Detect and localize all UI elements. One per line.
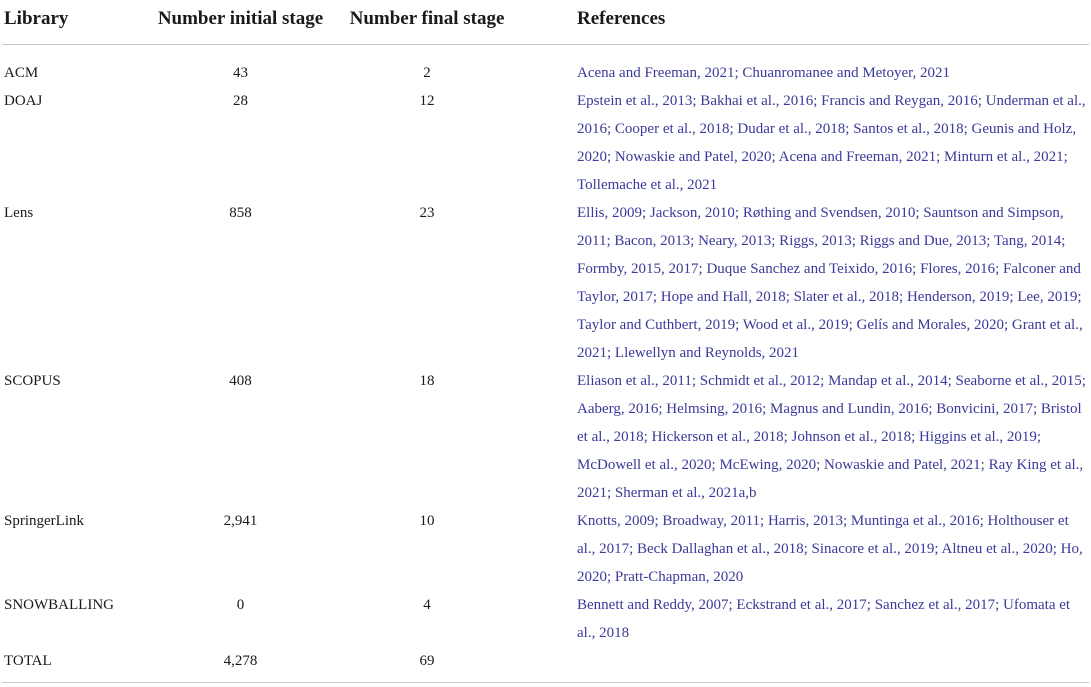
header-final-stage: Number final stage bbox=[337, 0, 577, 45]
cell-final: 69 bbox=[419, 653, 435, 669]
cell-library: DOAJ bbox=[4, 93, 43, 109]
library-references-table bbox=[2, 0, 1089, 687]
header-row bbox=[2, 0, 1089, 45]
cell-final: 23 bbox=[419, 205, 435, 221]
cell-initial: 408 bbox=[229, 373, 252, 389]
table-row-scopus bbox=[2, 367, 1089, 507]
table-row-doaj bbox=[2, 87, 1089, 199]
table-header bbox=[2, 0, 1089, 59]
table-row-springerlink bbox=[2, 507, 1089, 591]
cell-library: SCOPUS bbox=[4, 373, 61, 389]
cell-initial: 43 bbox=[233, 65, 248, 81]
header-initial-stage: Number initial stage bbox=[152, 0, 337, 45]
cell-references[interactable]: Epstein et al., 2013; Bakhai et al., 2016; Francis and Reygan, 2016; Underman et al., 2016; Cooper et al., 2018; Dudar et al., 2018; Santos et al., 2018; Geunis and Holz, 2020; Nowaskie and Patel, 2020; Acena and Freeman, 2021; Minturn et al., 2021; Tollemache et al., 2021 bbox=[577, 93, 1086, 193]
literature-table-container bbox=[2, 0, 1089, 686]
cell-references[interactable]: Knotts, 2009; Broadway, 2011; Harris, 2013; Muntinga et al., 2016; Holthouser et al., 2017; Beck Dallaghan et al., 2018; Sinacore et al., 2019; Altneu et al., 2020; Ho, 2020; Pratt-Chapman, 2020 bbox=[577, 513, 1083, 585]
cell-references[interactable]: Acena and Freeman, 2021; Chuanromanee and Metoyer, 2021 bbox=[577, 65, 951, 81]
table-row-snowballing bbox=[2, 591, 1089, 647]
table-row-lens bbox=[2, 199, 1089, 367]
cell-references bbox=[577, 647, 1089, 687]
cell-library: Lens bbox=[4, 205, 34, 221]
cell-initial: 28 bbox=[233, 93, 248, 109]
cell-initial: 2,941 bbox=[223, 513, 258, 529]
cell-library: SpringerLink bbox=[4, 513, 84, 529]
cell-library: SNOWBALLING bbox=[4, 597, 114, 613]
cell-final: 10 bbox=[419, 513, 435, 529]
cell-final: 12 bbox=[419, 93, 435, 109]
header-spacer bbox=[2, 45, 1089, 60]
cell-initial: 858 bbox=[229, 205, 252, 221]
cell-references[interactable]: Eliason et al., 2011; Schmidt et al., 2012; Mandap et al., 2014; Seaborne et al., 2015; Aaberg, 2016; Helmsing, 2016; Magnus and Lundin, 2016; Bonvicini, 2017; Bristol et al., 2018; Hickerson et al., 2018; Johnson et al., 2018; Higgins et al., 2019; McDowell et al., 2020; McEwing, 2020; Nowaskie and Patel, 2021; Ray King et al., 2021; Sherman et al., 2021a,b bbox=[577, 373, 1086, 501]
cell-references[interactable]: Ellis, 2009; Jackson, 2010; Røthing and Svendsen, 2010; Sauntson and Simpson, 2011; Bacon, 2013; Neary, 2013; Riggs, 2013; Riggs and Due, 2013; Tang, 2014; Formby, 2015, 2017; Duque Sanchez and Teixido, 2016; Flores, 2016; Falconer and Taylor, 2017; Hope and Hall, 2018; Slater et al., 2018; Henderson, 2019; Lee, 2019; Taylor and Cuthbert, 2019; Wood et al., 2019; Gelís and Morales, 2020; Grant et al., 2021; Llewellyn and Reynolds, 2021 bbox=[577, 205, 1083, 361]
cell-references[interactable]: Bennett and Reddy, 2007; Eckstrand et al., 2017; Sanchez et al., 2017; Ufomata et al., 2018 bbox=[577, 597, 1071, 641]
table-body bbox=[2, 59, 1089, 687]
cell-final: 2 bbox=[423, 65, 431, 81]
cell-initial: 0 bbox=[236, 597, 245, 613]
table-row-acm bbox=[2, 59, 1089, 87]
header-library: Library bbox=[2, 0, 152, 45]
table-row-total bbox=[2, 647, 1089, 687]
header-references: References bbox=[577, 0, 1089, 45]
cell-initial: 4,278 bbox=[223, 653, 258, 669]
cell-final: 18 bbox=[419, 373, 435, 389]
cell-library: TOTAL bbox=[4, 653, 52, 669]
cell-library: ACM bbox=[4, 65, 39, 81]
cell-final: 4 bbox=[423, 597, 431, 613]
table-bottom-rule bbox=[2, 682, 1089, 683]
